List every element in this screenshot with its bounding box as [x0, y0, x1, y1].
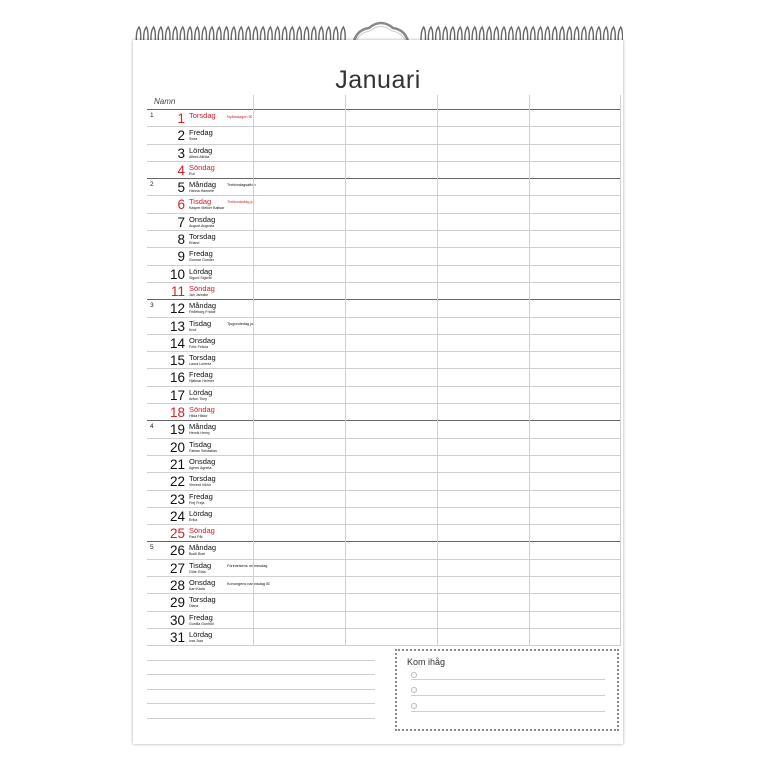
- day-row[interactable]: [147, 317, 621, 334]
- name-day-names: Anton Tony: [189, 396, 207, 401]
- calendar-sheet: [133, 40, 623, 744]
- name-day-names: Knut: [189, 327, 197, 332]
- day-number: 29: [169, 595, 185, 611]
- day-number: 30: [169, 612, 185, 628]
- day-row[interactable]: [147, 334, 621, 351]
- name-day-names: Felix Felicia: [189, 344, 208, 349]
- week-number: 5: [150, 544, 154, 552]
- reminder-line[interactable]: [411, 695, 605, 696]
- name-day-names: August Augusta: [189, 223, 215, 228]
- weekday-name: Söndag: [189, 405, 215, 415]
- weekday-name: Tisdag: [189, 197, 212, 207]
- column-divider: [253, 95, 254, 646]
- weekday-name: Fredag: [189, 128, 213, 138]
- weekday-name: Fredag: [189, 491, 213, 501]
- namn-label: Namn: [154, 97, 176, 106]
- weekday-name: Tisdag: [189, 318, 212, 328]
- name-day-names: Jan Jannike: [189, 292, 209, 297]
- day-row[interactable]: [147, 524, 621, 541]
- holiday-label: Förintelsens minnesdag: [227, 563, 268, 568]
- day-number: 31: [169, 629, 185, 645]
- column-divider: [529, 95, 530, 646]
- weekday-name: Tisdag: [189, 560, 212, 570]
- day-number: 3: [177, 145, 185, 161]
- name-day-names: Laura Lorentz: [189, 362, 212, 367]
- day-number: 22: [169, 474, 185, 490]
- day-row[interactable]: [147, 403, 621, 420]
- day-row[interactable]: [147, 386, 621, 403]
- day-number: 7: [177, 214, 185, 230]
- name-day-names: Alfred Alfrida: [189, 154, 210, 159]
- note-line[interactable]: [147, 689, 375, 690]
- day-row[interactable]: [147, 628, 621, 645]
- day-row[interactable]: [147, 472, 621, 489]
- reminder-line[interactable]: [411, 711, 605, 712]
- name-day-names: Frej Freja: [189, 500, 205, 505]
- name-day-names: Frideborg Fridolf: [189, 310, 216, 315]
- note-line[interactable]: [147, 674, 375, 675]
- day-number: 11: [170, 283, 185, 299]
- weekday-name: Onsdag: [189, 214, 216, 224]
- weekday-name: Onsdag: [189, 578, 216, 588]
- note-line[interactable]: [147, 703, 375, 704]
- day-row[interactable]: [147, 438, 621, 455]
- weekday-name: Lördag: [189, 629, 213, 639]
- calendar-grid: [147, 95, 621, 646]
- name-day-names: Henrik Henry: [189, 431, 210, 436]
- day-row[interactable]: [147, 178, 621, 195]
- day-row[interactable]: [147, 576, 621, 593]
- day-number: 25: [169, 526, 185, 542]
- name-day-names: Karl Karla: [189, 587, 205, 592]
- day-number: 15: [169, 353, 185, 369]
- weekday-name: Lördag: [189, 387, 213, 397]
- name-day-names: Diana: [189, 604, 199, 609]
- name-day-names: Paul Pål: [189, 535, 203, 540]
- reminder-line[interactable]: [411, 679, 605, 680]
- day-row[interactable]: [147, 420, 621, 437]
- day-row[interactable]: [147, 559, 621, 576]
- holiday-label: Tjugondedag jul: [227, 321, 255, 326]
- day-number: 10: [169, 266, 185, 282]
- weekday-name: Onsdag: [189, 335, 216, 345]
- kom-ihag-title: Kom ihåg: [407, 657, 446, 667]
- day-row[interactable]: [147, 282, 621, 299]
- weekday-name: Måndag: [189, 301, 217, 311]
- name-day-names: Kasper Melker Baltsar: [189, 206, 225, 211]
- day-number: 2: [177, 128, 185, 144]
- day-row[interactable]: [147, 541, 621, 558]
- day-row[interactable]: [147, 144, 621, 161]
- day-number: 28: [169, 578, 185, 594]
- note-line[interactable]: [147, 660, 375, 661]
- weekday-name: Söndag: [189, 526, 215, 536]
- day-row[interactable]: [147, 507, 621, 524]
- weekday-name: Tisdag: [189, 439, 212, 449]
- grid-bottom-line: [147, 645, 621, 646]
- day-row[interactable]: [147, 593, 621, 610]
- day-number: 24: [169, 508, 185, 524]
- weekday-name: Fredag: [189, 370, 213, 380]
- day-number: 9: [177, 249, 185, 265]
- column-divider: [345, 95, 346, 646]
- day-number: 13: [169, 318, 185, 334]
- day-number: 23: [169, 491, 185, 507]
- day-number: 1: [177, 111, 185, 126]
- weekday-name: Söndag: [189, 283, 215, 293]
- notes-area: [147, 660, 375, 732]
- name-day-names: Gunilla Gunhild: [189, 621, 214, 626]
- weekday-name: Fredag: [189, 249, 213, 259]
- kom-ihag-box: [395, 649, 619, 731]
- name-day-names: Erika: [189, 517, 198, 522]
- holiday-label: Konungens namnsdag ☒: [227, 582, 270, 587]
- name-day-names: Göte Göta: [189, 569, 206, 574]
- weekday-name: Fredag: [189, 612, 213, 622]
- day-row[interactable]: [147, 126, 621, 143]
- day-row[interactable]: [147, 490, 621, 507]
- day-number: 27: [169, 560, 185, 576]
- holiday-label: Nyårsdagen ☒: [227, 115, 252, 119]
- weekday-name: Torsdag: [189, 595, 216, 605]
- day-number: 18: [169, 405, 185, 421]
- name-day-names: Bodil Boel: [189, 552, 206, 557]
- day-row[interactable]: [147, 247, 621, 264]
- day-number: 8: [177, 232, 185, 248]
- holiday-label: Trettondedag jul: [227, 200, 255, 205]
- day-row[interactable]: [147, 109, 621, 126]
- grid-header: [147, 95, 621, 109]
- day-row[interactable]: [147, 161, 621, 178]
- weekday-name: Lördag: [189, 508, 213, 518]
- column-divider: [437, 95, 438, 646]
- name-day-names: Hanna Hannele: [189, 189, 214, 194]
- name-day-names: Vincent Viktor: [189, 483, 212, 488]
- name-day-names: Rut: [189, 171, 195, 176]
- weekday-name: Torsdag: [189, 474, 216, 484]
- name-day-names: Gunnar Gunder: [189, 258, 214, 263]
- week-number: 1: [150, 112, 154, 119]
- day-number: 16: [169, 370, 185, 386]
- weekday-name: Lördag: [189, 145, 213, 155]
- bullet-icon: [411, 687, 417, 693]
- weekday-name: Måndag: [189, 543, 217, 553]
- day-row[interactable]: [147, 351, 621, 368]
- day-row[interactable]: [147, 299, 621, 316]
- day-number: 5: [177, 180, 185, 196]
- day-row[interactable]: [147, 195, 621, 212]
- day-number: 14: [169, 335, 185, 351]
- name-day-names: Ivar Joar: [189, 638, 203, 643]
- name-day-names: Agnes Agneta: [189, 465, 212, 470]
- day-row[interactable]: [147, 455, 621, 472]
- weekday-name: Torsdag: [189, 353, 216, 363]
- holiday-label: Trettondagsafton: [227, 183, 256, 188]
- bullet-icon: [411, 672, 417, 678]
- day-row[interactable]: [147, 265, 621, 282]
- day-number: 6: [177, 197, 185, 213]
- day-number: 26: [169, 543, 185, 559]
- day-number: 17: [169, 387, 185, 403]
- day-number: 20: [169, 439, 185, 455]
- day-number: 19: [169, 422, 185, 438]
- day-row[interactable]: [147, 230, 621, 247]
- bullet-icon: [411, 703, 417, 709]
- column-divider: [620, 95, 621, 646]
- day-number: 21: [169, 456, 185, 472]
- month-title: Januari: [335, 66, 421, 94]
- name-day-names: Svea: [189, 137, 198, 142]
- day-number: 12: [169, 301, 185, 317]
- week-number: 2: [150, 181, 154, 189]
- name-day-names: Hjalmar Helmer: [189, 379, 214, 384]
- day-row[interactable]: [147, 368, 621, 385]
- weekday-name: Onsdag: [189, 456, 216, 466]
- day-row[interactable]: [147, 611, 621, 628]
- name-day-names: Erland: [189, 241, 200, 246]
- name-day-names: Hilda Hildur: [189, 414, 208, 419]
- note-line[interactable]: [147, 718, 375, 719]
- week-number: 3: [150, 302, 154, 310]
- weekday-name: Torsdag: [189, 111, 216, 120]
- weekday-name: Måndag: [189, 422, 217, 432]
- day-row[interactable]: [147, 213, 621, 230]
- weekday-name: Måndag: [189, 180, 217, 190]
- day-number: 4: [177, 162, 185, 178]
- weekday-name: Söndag: [189, 162, 215, 172]
- weekday-name: Lördag: [189, 266, 213, 276]
- week-number: 4: [150, 423, 154, 431]
- name-day-names: Sigurd Sigbritt: [189, 275, 212, 280]
- weekday-name: Torsdag: [189, 232, 216, 242]
- name-day-names: Fabian Sebastian: [189, 448, 217, 453]
